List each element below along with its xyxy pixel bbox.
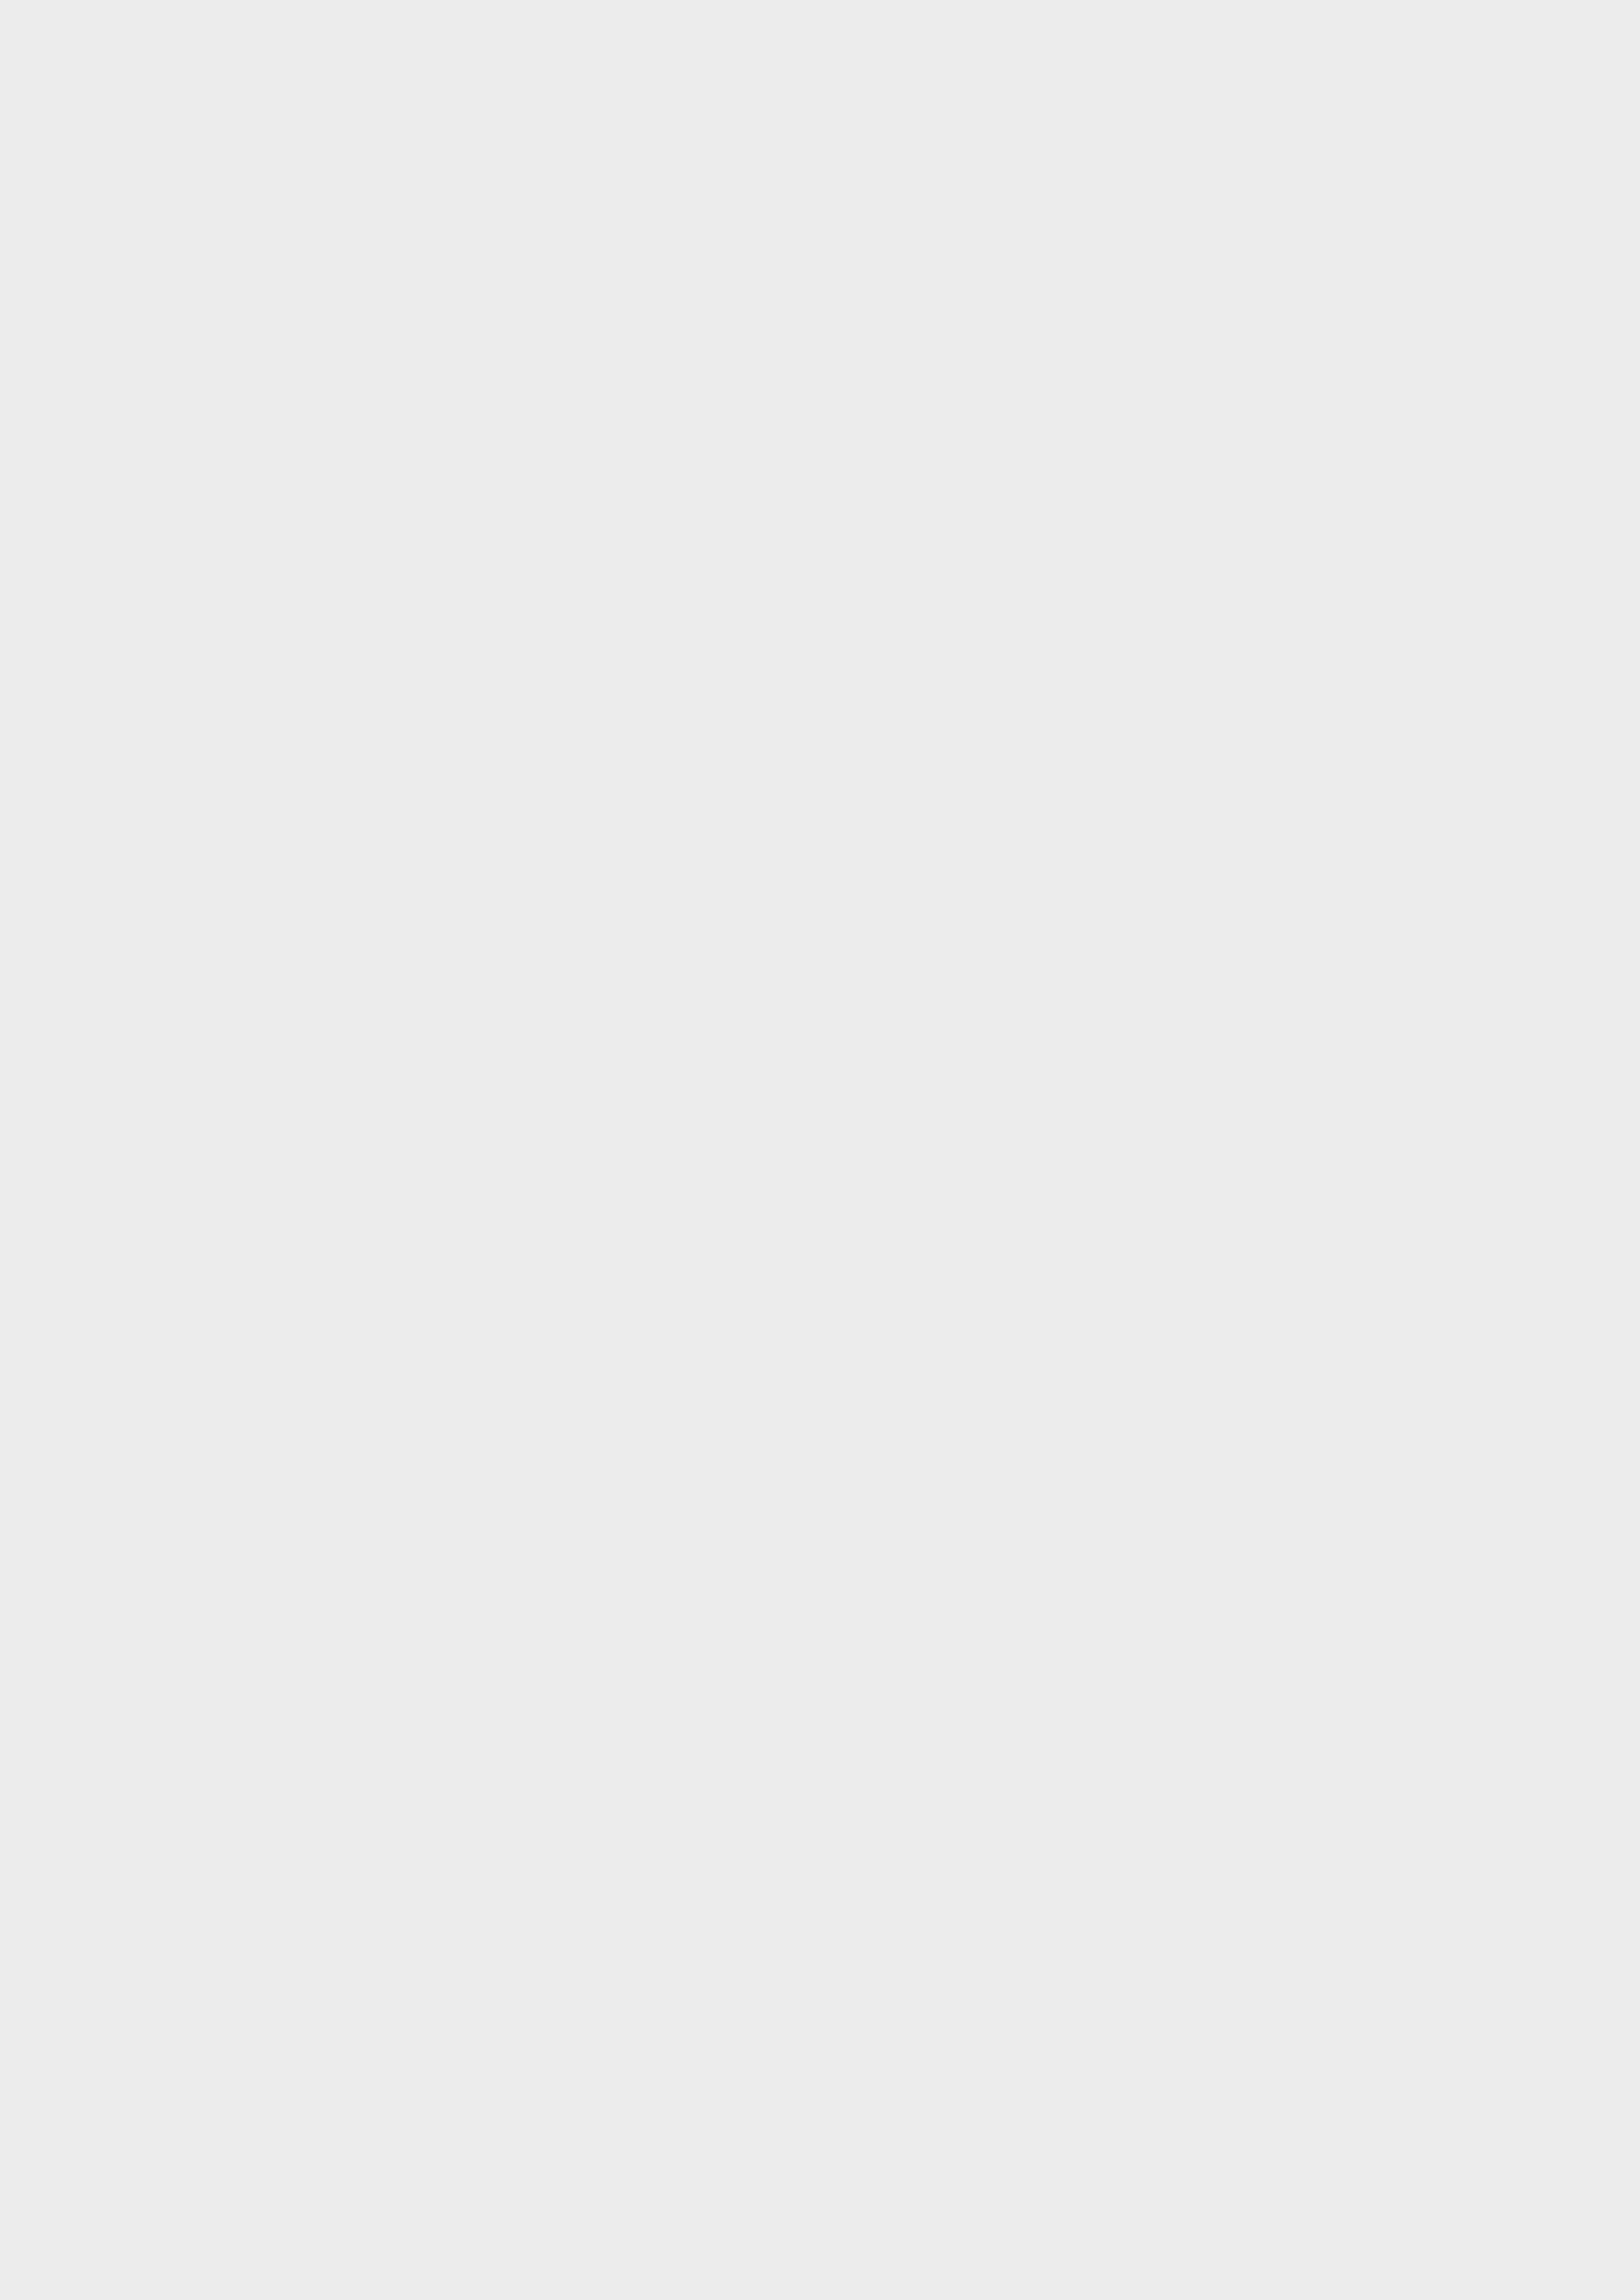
page-content (117, 226, 1430, 260)
